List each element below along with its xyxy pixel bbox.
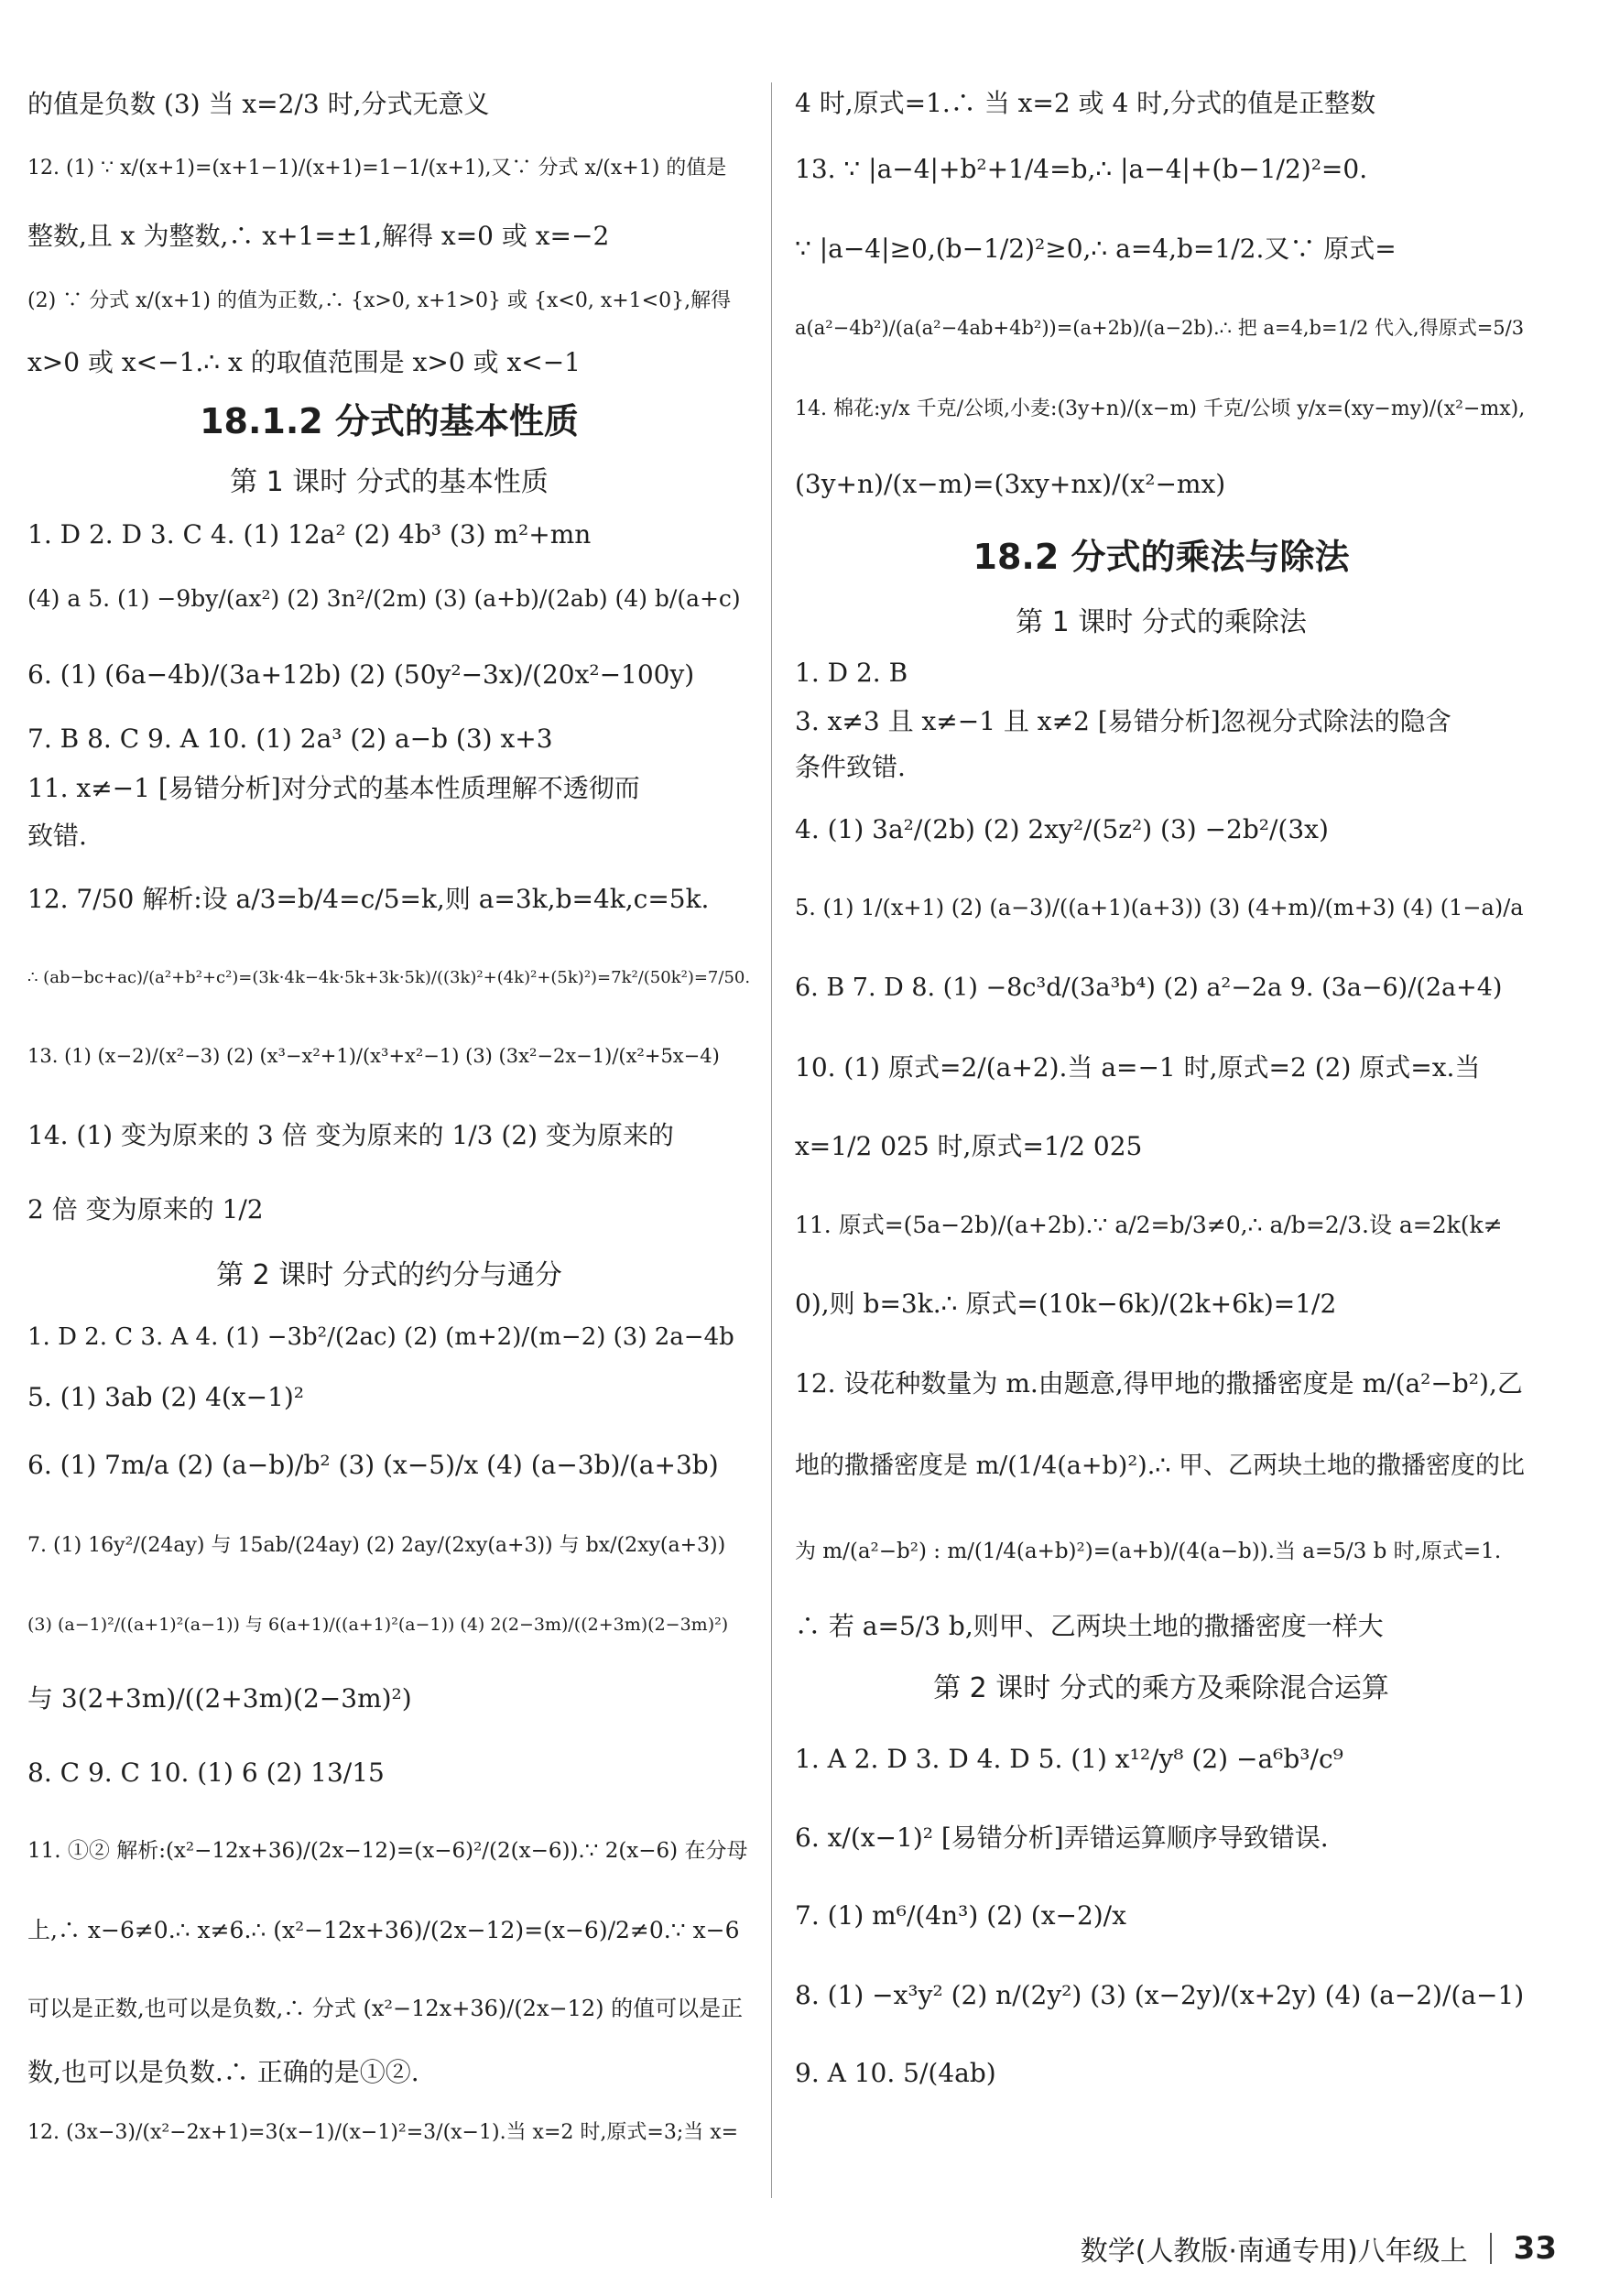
text-line: 12. 7/50 解析:设 a/3=b/4=c/5=k,则 a=3k,b=4k,c=5k. [27, 883, 710, 914]
text-line: 3. x≠3 且 x≠−1 且 x≠2 [易错分析]忽视分式除法的隐含 [795, 705, 1451, 736]
text-line: 9. A 10. 5/(4ab) [795, 2057, 996, 2088]
lesson-heading: 第 1 课时 分式的乘除法 [1016, 605, 1307, 638]
text-line: x>0 或 x<−1.∴ x 的取值范围是 x>0 或 x<−1 [27, 346, 581, 377]
text-line: (4) a 5. (1) −9by/(ax²) (2) 3n²/(2m) (3) (a+b)/(2ab) (4) b/(a+c) [27, 584, 741, 612]
text-line: (3y+n)/(x−m)=(3xy+nx)/(x²−mx) [795, 468, 1226, 499]
page-number: 33 [1513, 2230, 1557, 2267]
text-line: 条件致错. [795, 751, 906, 782]
text-line: 8. C 9. C 10. (1) 6 (2) 13/15 [27, 1757, 385, 1788]
text-line: (2) ∵ 分式 x/(x+1) 的值为正数,∴ {x>0, x+1>0} 或 {x<0, x+1<0},解得 [27, 288, 732, 312]
text-line: 12. 设花种数量为 m.由题意,得甲地的撒播密度是 m/(a²−b²),乙 [795, 1367, 1523, 1398]
text-line: 6. x/(x−1)² [易错分析]弄错运算顺序导致错误. [795, 1822, 1329, 1853]
section-heading: 18.2 分式的乘法与除法 [973, 537, 1350, 578]
text-line: 地的撒播密度是 m/(1/4(a+b)²).∴ 甲、乙两块土地的撒播密度的比 [795, 1452, 1526, 1481]
text-line: 7. (1) m⁶/(4n³) (2) (x−2)/x [795, 1899, 1126, 1931]
text-line: 4. (1) 3a²/(2b) (2) 2xy²/(5z²) (3) −2b²/(3x) [795, 813, 1329, 844]
text-line: x=1/2 025 时,原式=1/2 025 [795, 1130, 1143, 1161]
right-column [795, 78, 1527, 2111]
text-line: 的值是负数 (3) 当 x=2/3 时,分式无意义 [27, 88, 490, 119]
text-line: 与 3(2+3m)/((2+3m)(2−3m)²) [27, 1682, 412, 1714]
footer-divider [1490, 2233, 1492, 2264]
text-line: 上,∴ x−6≠0.∴ x≠6.∴ (x²−12x+36)/(2x−12)=(x−6)/2≠0.∵ x−6 [27, 1916, 740, 1943]
text-line: a(a²−4b²)/(a(a²−4ab+4b²))=(a+2b)/(a−2b).∴ 把 a=4,b=1/2 代入,得原式=5/3 [795, 317, 1525, 340]
text-line: 13. ∵ |a−4|+b²+1/4=b,∴ |a−4|+(b−1/2)²=0. [795, 153, 1368, 184]
text-line: 5. (1) 3ab (2) 4(x−1)² [27, 1381, 305, 1412]
left-column [27, 78, 751, 2170]
column-divider [771, 82, 772, 2198]
text-line: (3) (a−1)²/((a+1)²(a−1)) 与 6(a+1)/((a+1)²(a−1)) (4) 2(2−3m)/((2+3m)(2−3m)²) [27, 1614, 729, 1635]
text-line: 整数,且 x 为整数,∴ x+1=±1,解得 x=0 或 x=−2 [27, 220, 610, 251]
text-line: 14. 棉花:y/x 千克/公顷,小麦:(3y+n)/(x−m) 千克/公顷 y/x=(xy−my)/(x²−mx), [795, 397, 1526, 420]
text-line: 11. 原式=(5a−2b)/(a+2b).∵ a/2=b/3≠0,∴ a/b=2/3.设 a=2k(k≠ [795, 1211, 1503, 1238]
text-line: 11. x≠−1 [易错分析]对分式的基本性质理解不透彻而 [27, 772, 640, 803]
text-line: 可以是正数,也可以是负数,∴ 分式 (x²−12x+36)/(2x−12) 的值可以是正 [27, 1996, 744, 2022]
text-line: 1. D 2. B [795, 657, 908, 688]
text-line: 5. (1) 1/(x+1) (2) (a−3)/((a+1)(a+3)) (3) (4+m)/(m+3) (4) (1−a)/a [795, 895, 1524, 921]
text-line: 致错. [27, 820, 87, 851]
text-line: 12. (3x−3)/(x²−2x+1)=3(x−1)/(x−1)²=3/(x−1).当 x=2 时,原式=3;当 x= [27, 2120, 739, 2144]
text-line: 为 m/(a²−b²) : m/(1/4(a+b)²)=(a+b)/(4(a−b)).当 a=5/3 b 时,原式=1. [795, 1540, 1502, 1564]
lesson-heading: 第 2 课时 分式的约分与通分 [216, 1258, 562, 1291]
section-heading: 18.1.2 分式的基本性质 [200, 401, 579, 442]
text-line: ∴ (ab−bc+ac)/(a²+b²+c²)=(3k·4k−4k·5k+3k·5k)/((3k)²+(4k)²+(5k)²)=7k²/(50k²)=7/50. [27, 968, 751, 988]
book-title: 数学(人教版·南通专用)八年级上 [1080, 2236, 1468, 2268]
text-line: 2 倍 变为原来的 1/2 [27, 1193, 264, 1224]
text-line: 4 时,原式=1.∴ 当 x=2 或 4 时,分式的值是正整数 [795, 87, 1376, 118]
text-line: 6. B 7. D 8. (1) −8c³d/(3a³b⁴) (2) a²−2a 9. (3a−6)/(2a+4) [795, 974, 1503, 1003]
text-line: 14. (1) 变为原来的 3 倍 变为原来的 1/3 (2) 变为原来的 [27, 1119, 674, 1150]
text-line: 8. (1) −x³y² (2) n/(2y²) (3) (x−2y)/(x+2y) (4) (a−2)/(a−1) [795, 1979, 1525, 2010]
text-line: 1. D 2. D 3. C 4. (1) 12a² (2) 4b³ (3) m²+mn [27, 518, 592, 550]
lesson-heading: 第 1 课时 分式的基本性质 [230, 465, 549, 498]
text-line: 数,也可以是负数.∴ 正确的是①②. [27, 2056, 419, 2087]
text-line: 13. (1) (x−2)/(x²−3) (2) (x³−x²+1)/(x³+x²−1) (3) (3x²−2x−1)/(x²+5x−4) [27, 1045, 720, 1068]
text-line: 12. (1) ∵ x/(x+1)=(x+1−1)/(x+1)=1−1/(x+1),又∵ 分式 x/(x+1) 的值是 [27, 156, 727, 180]
text-line: 11. ①② 解析:(x²−12x+36)/(2x−12)=(x−6)²/(2(x−6)).∵ 2(x−6) 在分母 [27, 1839, 748, 1864]
page-footer [989, 2225, 1557, 2271]
text-line: 1. D 2. C 3. A 4. (1) −3b²/(2ac) (2) (m+2)/(m−2) (3) 2a−4b [27, 1323, 734, 1352]
text-line: ∴ 若 a=5/3 b,则甲、乙两块土地的撒播密度一样大 [795, 1610, 1384, 1641]
text-line: ∵ |a−4|≥0,(b−1/2)²≥0,∴ a=4,b=1/2.又∵ 原式= [795, 233, 1397, 264]
text-line: 7. (1) 16y²/(24ay) 与 15ab/(24ay) (2) 2ay/(2xy(a+3)) 与 bx/(2xy(a+3)) [27, 1533, 726, 1557]
text-line: 10. (1) 原式=2/(a+2).当 a=−1 时,原式=2 (2) 原式=x.当 [795, 1051, 1481, 1083]
lesson-heading: 第 2 课时 分式的乘方及乘除混合运算 [933, 1671, 1389, 1704]
text-line: 1. A 2. D 3. D 4. D 5. (1) x¹²/y⁸ (2) −a⁶b³/c⁹ [795, 1743, 1343, 1774]
text-line: 6. (1) (6a−4b)/(3a+12b) (2) (50y²−3x)/(20x²−100y) [27, 658, 695, 690]
text-line: 0),则 b=3k.∴ 原式=(10k−6k)/(2k+6k)=1/2 [795, 1288, 1337, 1319]
text-line: 6. (1) 7m/a (2) (a−b)/b² (3) (x−5)/x (4) (a−3b)/(a+3b) [27, 1449, 719, 1480]
text-line: 7. B 8. C 9. A 10. (1) 2a³ (2) a−b (3) x+3 [27, 723, 553, 754]
